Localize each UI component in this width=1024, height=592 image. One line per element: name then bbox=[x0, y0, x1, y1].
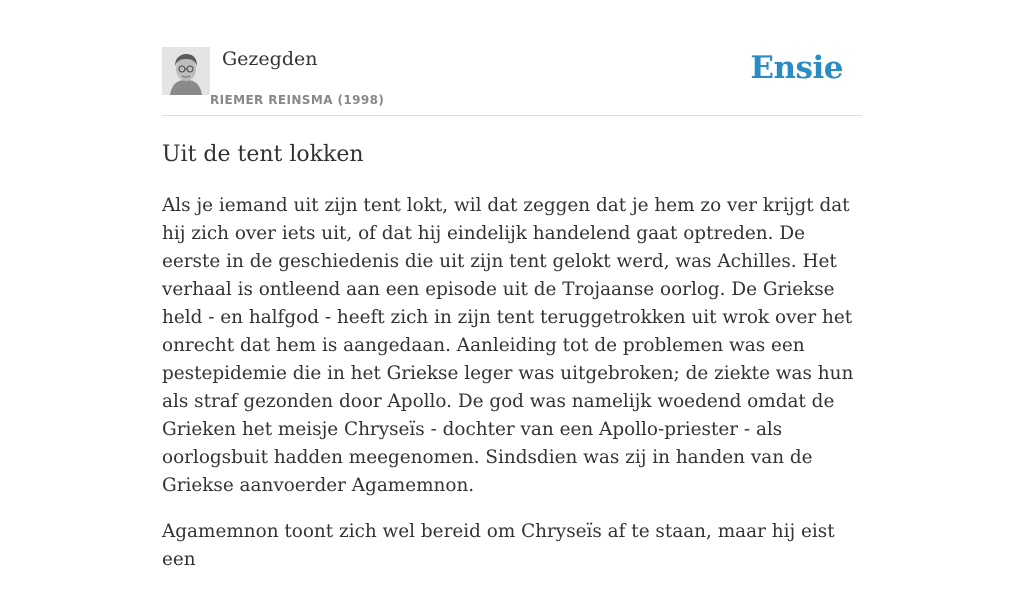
entry-title: Uit de tent lokken bbox=[162, 142, 364, 167]
body-paragraph: Als je iemand uit zijn tent lokt, wil dat zeggen dat je hem zo ver krijgt dat hij zich over iets uit, of dat hij eindelijk handelend gaat optreden. De eerste in de geschiedenis die uit zijn tent gelokt werd, was Achilles. Het verhaal is ontleend aan een episode uit de Trojaanse oorlog. De Griekse held - en halfgod - heeft zich in zijn tent teruggetrokken uit wrok over het onrecht dat hem is aangedaan. Aanleiding tot de problemen was een pestepidemie die in het Griekse leger was uitgebroken; de ziekte was hun als straf gezonden door Apollo. De god was namelijk woedend omdat de Grieken het meisje Chryseïs - dochter van een Apollo-priester - als oorlogsbuit hadden meegenomen. Sindsdien was zij in handen van de Griekse aanvoerder Agamemnon. bbox=[162, 195, 854, 496]
ensie-logo[interactable]: Ensie bbox=[750, 50, 843, 86]
entry-body bbox=[162, 192, 862, 592]
entry-header bbox=[162, 47, 862, 116]
author-avatar[interactable] bbox=[162, 47, 210, 95]
body-paragraph: Agamemnon toont zich wel bereid om Chryseïs af te staan, maar hij eist een bbox=[162, 521, 835, 570]
source-title-link[interactable]: Gezegden bbox=[222, 48, 318, 70]
author-portrait-icon bbox=[162, 47, 210, 95]
author-credit[interactable]: RIEMER REINSMA (1998) bbox=[210, 93, 385, 107]
